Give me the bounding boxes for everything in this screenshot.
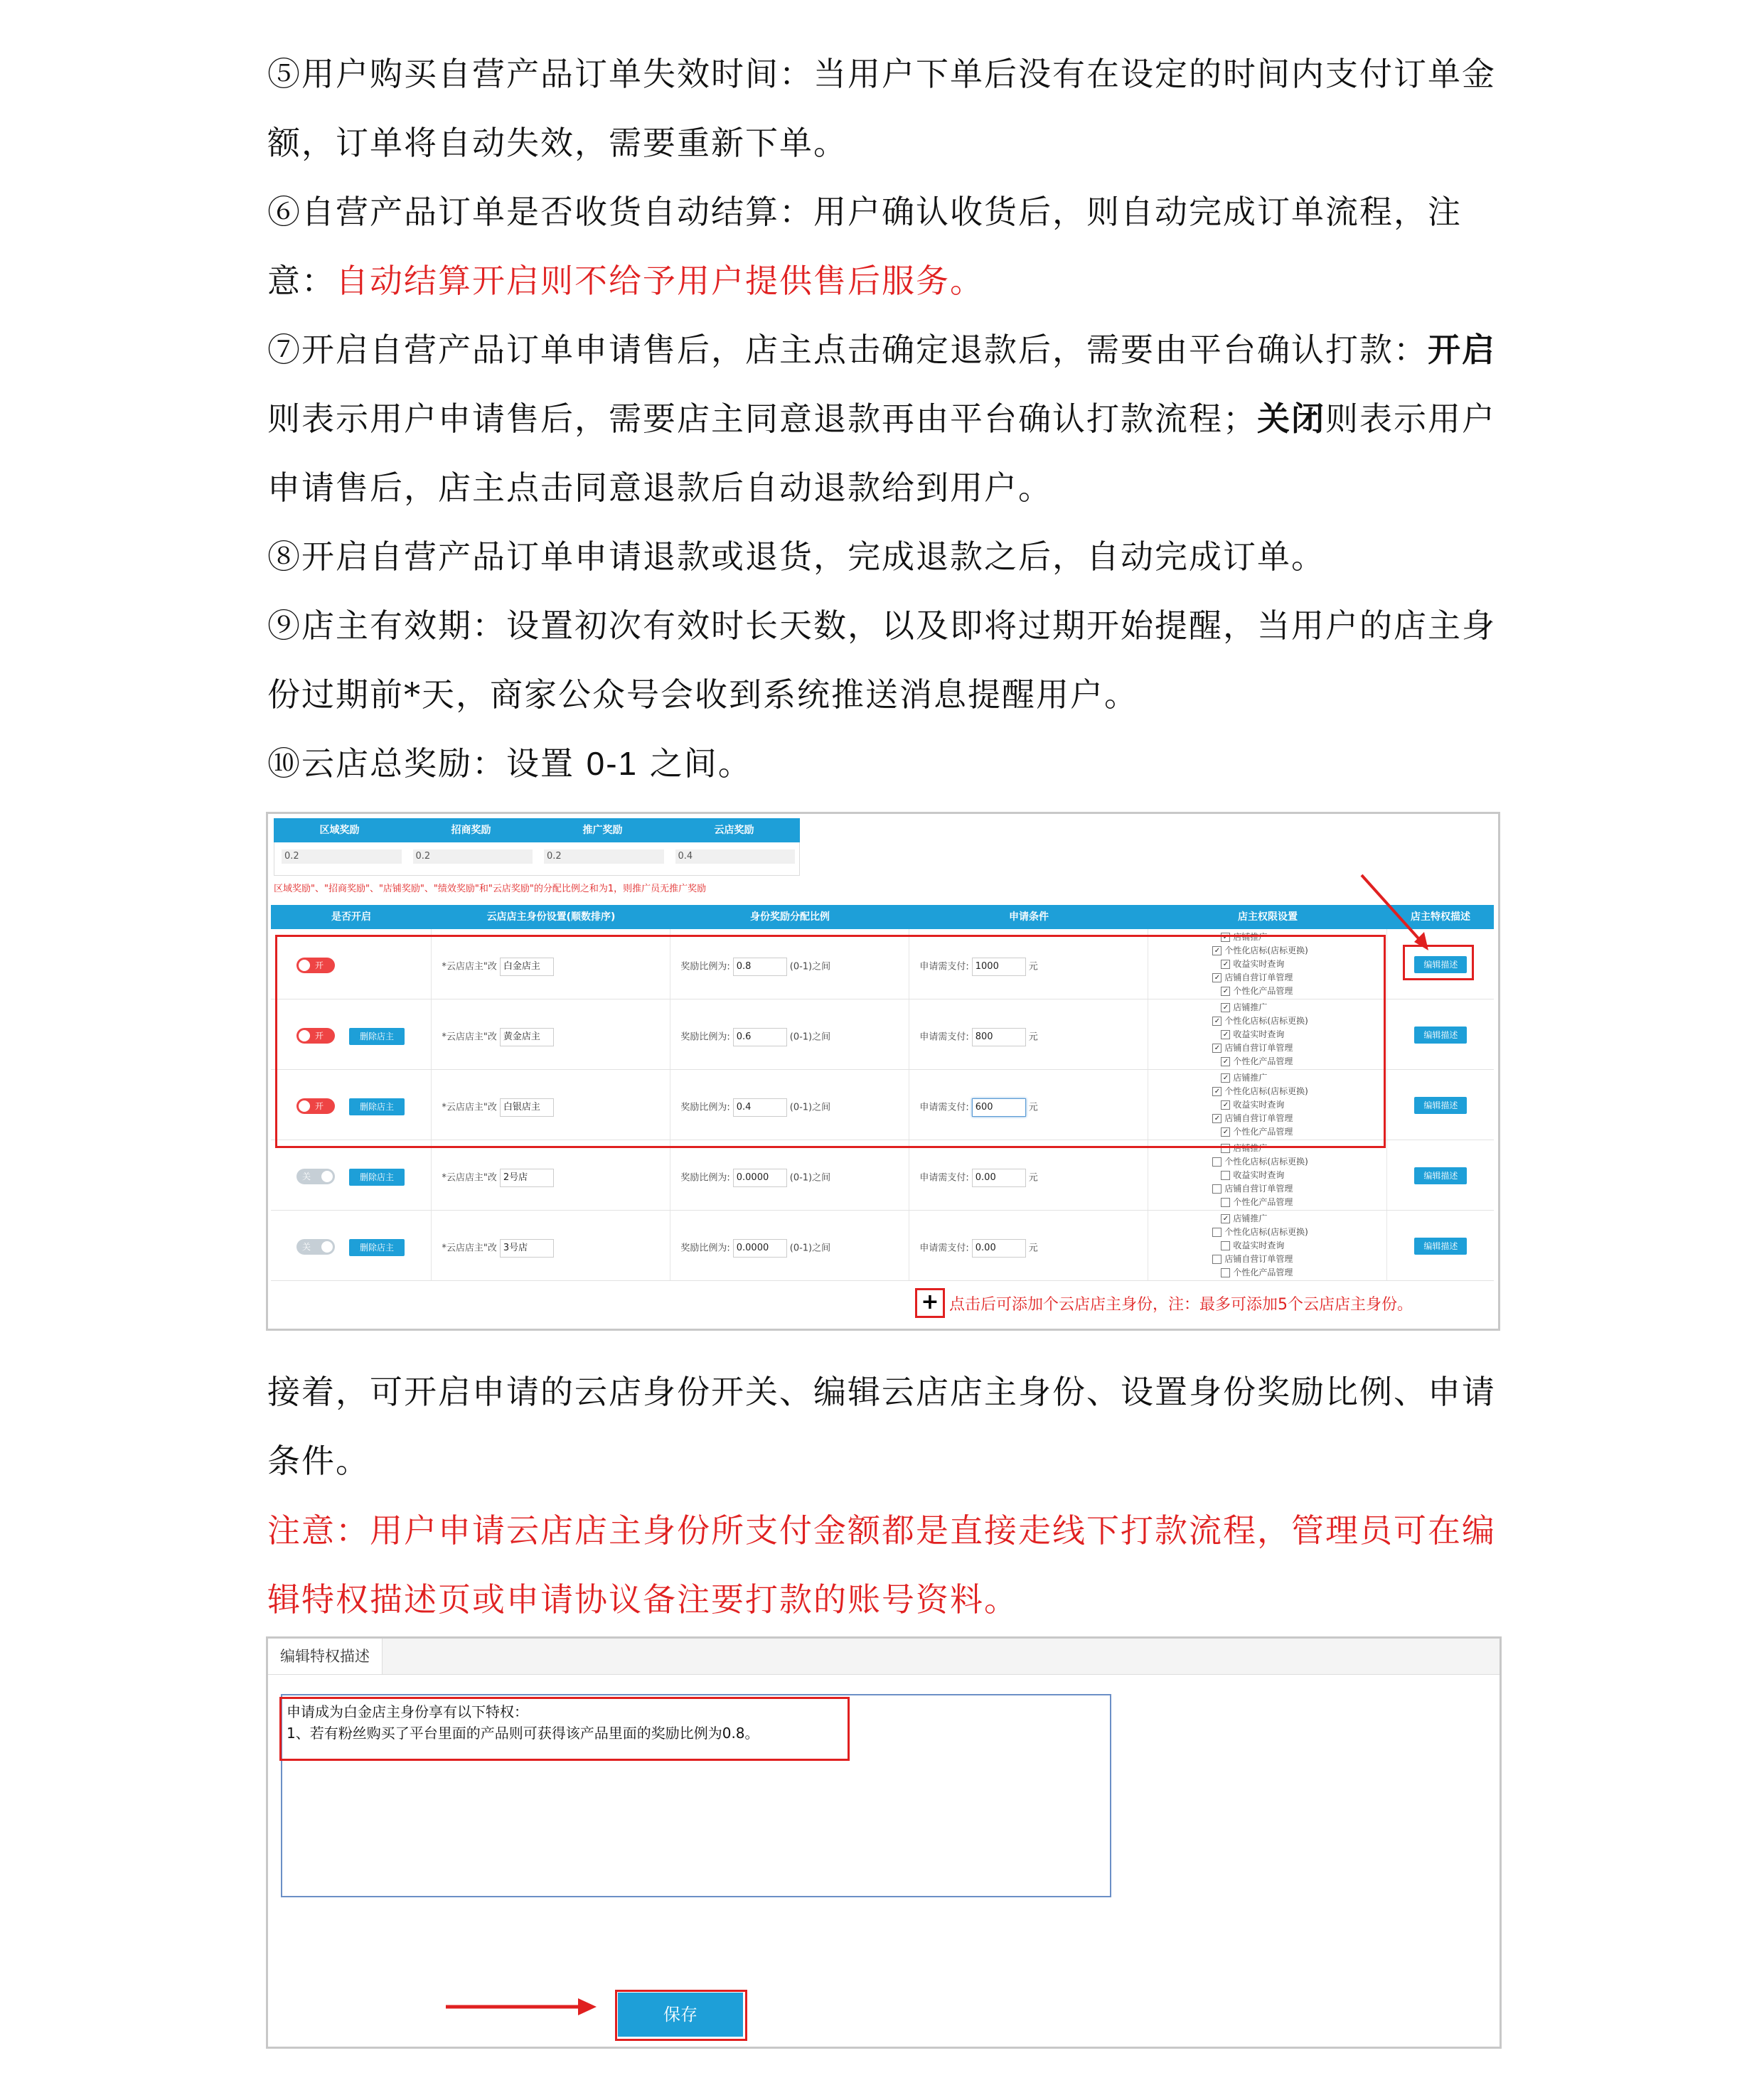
para-aftersale-open: 开启 <box>1428 331 1496 369</box>
perm-item[interactable] <box>1212 1226 1308 1239</box>
para-total-reward-b: 之间。 <box>638 744 752 783</box>
checkbox[interactable]: ✓ <box>1221 1057 1230 1066</box>
arrow-icon <box>1356 871 1434 956</box>
name-label: *云店店主"改 <box>442 1172 497 1184</box>
para-aftersale-close-desc: 则表示用户申请售后，店主点击同意退款后自动退款给到用户。 <box>267 400 1496 507</box>
para-auto-settle <box>267 178 1504 316</box>
para-validity: ⑨店主有效期：设置初次有效时长天数，以及即将过期开始提醒，当用户的店主身份过期前*天，商家公众号会收到系统推送消息提醒用户。 <box>267 606 1496 714</box>
perm-label: 店铺推广 <box>1233 1002 1268 1012</box>
level-row <box>271 1140 1494 1211</box>
pay-input[interactable]: 600 <box>972 1098 1026 1117</box>
cell-ratio <box>670 1140 909 1210</box>
perm-label: 收益实时查询 <box>1233 959 1285 969</box>
checkbox[interactable]: ✓ <box>1212 1017 1222 1026</box>
reward-input[interactable]: 0.2 <box>544 849 664 864</box>
cell-name <box>432 1140 670 1210</box>
name-label: *云店店主"改 <box>442 1102 497 1113</box>
perm-item[interactable] <box>1212 1239 1308 1253</box>
ratio-label: 奖励比例为: <box>680 1031 730 1043</box>
perm-label: 个性化店标(店标更换) <box>1224 1227 1308 1237</box>
pay-unit: 元 <box>1028 1102 1038 1113</box>
cell-toggle <box>271 1140 432 1210</box>
level-name-input[interactable]: 3号店 <box>500 1239 554 1258</box>
cell-perms <box>1148 1211 1387 1280</box>
ratio-label: 奖励比例为: <box>680 1243 730 1254</box>
perm-item[interactable] <box>1212 1266 1308 1280</box>
cell-edit <box>1387 1070 1494 1140</box>
para-order-expiry: ⑤用户购买自营产品订单失效时间：当用户下单后没有在设定的时间内支付订单金额，订单将自动失效，需要重新下单。 <box>267 55 1496 162</box>
para-auto-settle-warning: 自动结算开启则不给予用户提供售后服务。 <box>336 262 984 300</box>
perm-label: 个性化店标(店标更换) <box>1224 1086 1308 1096</box>
reward-note: 区域奖励"、"招商奖励"、"店铺奖励"、"绩效奖励"和"云店奖励"的分配比例之和为1，则推广员无推广奖励 <box>274 884 707 894</box>
pay-unit: 元 <box>1028 1031 1038 1043</box>
checkbox[interactable]: ✓ <box>1221 1003 1230 1012</box>
cell-edit <box>1387 999 1494 1069</box>
perm-label: 店铺自营订单管理 <box>1224 1113 1293 1123</box>
pay-unit: 元 <box>1028 1243 1038 1254</box>
para-total-reward-a: ⑩云店总奖励：设置 <box>267 744 587 783</box>
ratio-range: (0-1)之间 <box>789 1031 831 1043</box>
cell-toggle <box>271 1211 432 1280</box>
reward-header: 推广奖励 <box>582 825 623 836</box>
pay-input[interactable]: 800 <box>972 1028 1026 1046</box>
col-header: 店主特权描述 <box>1411 911 1470 923</box>
pay-label: 申请需支付: <box>919 1031 969 1043</box>
checkbox[interactable]: ✓ <box>1212 1044 1222 1053</box>
perm-label: 个性化产品管理 <box>1233 1056 1293 1066</box>
name-label: *云店店主"改 <box>442 1031 497 1043</box>
ratio-range: (0-1)之间 <box>789 961 831 972</box>
checkbox[interactable]: ✓ <box>1212 973 1222 982</box>
ratio-range: (0-1)之间 <box>789 1243 831 1254</box>
level-name-input[interactable]: 2号店 <box>500 1169 554 1187</box>
para-total-reward-range: 0-1 <box>586 745 638 782</box>
name-label: *云店店主"改 <box>442 1243 497 1254</box>
perm-label: 个性化店标(店标更换) <box>1224 1016 1308 1026</box>
checkbox[interactable]: ✓ <box>1212 1087 1222 1096</box>
perm-label: 店铺自营订单管理 <box>1224 1254 1293 1264</box>
cell-edit <box>1387 1211 1494 1280</box>
ratio-range: (0-1)之间 <box>789 1172 831 1184</box>
perm-label: 店铺自营订单管理 <box>1224 1184 1293 1194</box>
col-header: 身份奖励分配比例 <box>750 911 830 923</box>
checkbox[interactable] <box>1212 1255 1222 1264</box>
level-name-input[interactable]: 白金店主 <box>500 958 554 976</box>
highlight-rows <box>275 935 1386 1148</box>
perm-label: 个性化店标(店标更换) <box>1224 945 1308 955</box>
perm-label: 店铺自营订单管理 <box>1224 972 1293 982</box>
edit-description-button[interactable]: 编辑描述 <box>1414 1027 1467 1044</box>
enable-toggle[interactable]: 开 <box>296 1098 335 1114</box>
checkbox[interactable] <box>1221 1241 1230 1250</box>
pay-label: 申请需支付: <box>919 1172 969 1184</box>
perm-label: 收益实时查询 <box>1233 1100 1285 1110</box>
enable-toggle[interactable]: 开 <box>296 958 335 973</box>
add-level[interactable] <box>915 1289 1413 1317</box>
pay-label: 申请需支付: <box>919 961 969 972</box>
para-aftersale <box>267 316 1504 522</box>
edit-description-button[interactable]: 编辑描述 <box>1414 1167 1467 1184</box>
delete-level-button[interactable]: 删除店主 <box>349 1169 405 1186</box>
pay-input[interactable]: 0.00 <box>972 1239 1026 1258</box>
perm-label: 收益实时查询 <box>1233 1170 1285 1180</box>
para-refund: ⑧开启自营产品订单申请退款或退货，完成退款之后，自动完成订单。 <box>267 537 1325 576</box>
ratio-input[interactable]: 0.6 <box>733 1028 787 1046</box>
pay-input[interactable]: 0.00 <box>972 1169 1026 1187</box>
pay-unit: 元 <box>1028 1172 1038 1184</box>
tab-bar <box>268 1639 1500 1675</box>
checkbox[interactable]: ✓ <box>1221 1100 1230 1110</box>
perm-item[interactable] <box>1212 1169 1308 1182</box>
checkbox[interactable] <box>1212 1228 1222 1237</box>
enable-toggle[interactable]: 开 <box>296 1028 335 1044</box>
ratio-label: 奖励比例为: <box>680 1102 730 1113</box>
col-header: 云店店主身份设置(顺数排序) <box>486 911 616 923</box>
delete-level-button[interactable]: 删除店主 <box>349 1028 405 1045</box>
reward-input[interactable]: 0.2 <box>413 849 533 864</box>
perm-item[interactable] <box>1212 1253 1308 1266</box>
para-aftersale-open-desc: 则表示用户申请售后，需要店主同意退款再由平台确认打款流程； <box>267 400 1257 438</box>
highlight-save <box>615 1990 747 2041</box>
para-payment-note: 注意：用户申请云店店主身份所支付金额都是直接走线下打款流程，管理员可在编辑特权描述页或申请协议备注要打款的账号资料。 <box>267 1511 1496 1619</box>
pay-input[interactable]: 1000 <box>972 958 1026 976</box>
reward-header: 招商奖励 <box>451 825 491 836</box>
level-name-input[interactable]: 黄金店主 <box>500 1028 554 1046</box>
perm-label: 店铺推广 <box>1233 932 1268 942</box>
reward-grid <box>274 818 800 894</box>
add-level-tip: 点击后可添加个云店店主身份，注：最多可添加5个云店店主身份。 <box>949 1295 1413 1314</box>
privilege-line: 申请成为白金店主身份享有以下特权： <box>287 1703 528 1720</box>
privilege-editor-screenshot <box>266 1636 1502 2049</box>
level-row <box>271 1211 1494 1281</box>
ratio-input[interactable]: 0.8 <box>733 958 787 976</box>
plus-icon[interactable]: + <box>915 1288 945 1318</box>
checkbox[interactable] <box>1221 1171 1230 1180</box>
checkbox[interactable]: ✓ <box>1221 960 1230 969</box>
para-total-reward <box>267 729 1504 798</box>
checkbox[interactable] <box>1212 1184 1222 1194</box>
perm-label: 个性化产品管理 <box>1233 1267 1293 1277</box>
perm-label: 收益实时查询 <box>1233 1029 1285 1039</box>
perm-label: 个性化店标(店标更换) <box>1224 1157 1308 1167</box>
checkbox[interactable]: ✓ <box>1221 1030 1230 1039</box>
ratio-input[interactable]: 0.0000 <box>733 1239 787 1258</box>
col-header: 是否开启 <box>331 911 371 923</box>
edit-description-button[interactable]: 编辑描述 <box>1414 1097 1467 1114</box>
name-label: *云店店主"改 <box>442 961 497 972</box>
checkbox[interactable]: ✓ <box>1221 933 1230 942</box>
perm-label: 店铺推广 <box>1233 1143 1268 1153</box>
col-header: 申请条件 <box>1009 911 1049 923</box>
cell-ratio <box>670 1211 909 1280</box>
delete-level-button[interactable]: 删除店主 <box>349 1098 405 1115</box>
ratio-label: 奖励比例为: <box>680 961 730 972</box>
privilege-line: 1、若有粉丝购买了平台里面的产品则可获得该产品里面的奖励比例为0.8。 <box>287 1725 759 1742</box>
highlight-text <box>279 1697 850 1761</box>
perm-label: 店铺推广 <box>1233 1213 1268 1223</box>
checkbox[interactable]: ✓ <box>1221 1214 1230 1223</box>
perm-label: 收益实时查询 <box>1233 1240 1285 1250</box>
delete-level-button[interactable]: 删除店主 <box>349 1239 405 1256</box>
reward-header: 云店奖励 <box>714 825 754 836</box>
edit-description-button[interactable]: 编辑描述 <box>1414 956 1467 973</box>
perm-item[interactable] <box>1212 1155 1308 1169</box>
pay-label: 申请需支付: <box>919 1102 969 1113</box>
para-aftersale-close: 关闭 <box>1257 400 1325 438</box>
checkbox[interactable]: ✓ <box>1221 1073 1230 1083</box>
perm-item[interactable] <box>1212 1212 1308 1226</box>
pay-label: 申请需支付: <box>919 1243 969 1254</box>
enable-toggle[interactable]: 关 <box>296 1169 335 1184</box>
checkbox[interactable]: ✓ <box>1221 987 1230 996</box>
col-header: 店主权限设置 <box>1238 911 1298 923</box>
para-next-steps: 接着，可开启申请的云店身份开关、编辑云店店主身份、设置身份奖励比例、申请条件。 <box>267 1373 1496 1480</box>
save-button[interactable]: 保存 <box>618 1993 743 2037</box>
reward-input[interactable]: 0.2 <box>282 849 402 864</box>
checkbox[interactable] <box>1212 1157 1222 1167</box>
ratio-input[interactable]: 0.4 <box>733 1098 787 1117</box>
cell-condition <box>909 1211 1148 1280</box>
perm-label: 个性化产品管理 <box>1233 986 1293 996</box>
perm-label: 个性化产品管理 <box>1233 1127 1293 1137</box>
ratio-input[interactable]: 0.0000 <box>733 1169 787 1187</box>
para-aftersale-intro: ⑦开启自营产品订单申请售后，店主点击确定退款后，需要由平台确认打款： <box>267 331 1428 369</box>
perm-label: 店铺推广 <box>1233 1073 1268 1083</box>
tab-edit-privilege[interactable]: 编辑特权描述 <box>268 1639 383 1674</box>
arrow-icon <box>446 1993 602 2021</box>
cell-perms <box>1148 1140 1387 1210</box>
pay-unit: 元 <box>1028 961 1038 972</box>
ratio-label: 奖励比例为: <box>680 1172 730 1184</box>
checkbox[interactable]: ✓ <box>1221 1127 1230 1137</box>
checkbox[interactable]: ✓ <box>1212 1114 1222 1123</box>
ratio-range: (0-1)之间 <box>789 1102 831 1113</box>
level-name-input[interactable]: 白银店主 <box>500 1098 554 1117</box>
perm-label: 店铺自营订单管理 <box>1224 1043 1293 1053</box>
reward-input[interactable]: 0.4 <box>675 849 796 864</box>
perm-item[interactable] <box>1212 1196 1308 1209</box>
para-auto-settle-text: ⑥自营产品订单是否收货自动结算：用户确认收货后，则自动完成订单流程，注意： <box>267 193 1462 300</box>
cell-condition <box>909 1140 1148 1210</box>
cell-edit <box>1387 1140 1494 1210</box>
checkbox[interactable]: ✓ <box>1212 946 1222 955</box>
cloud-store-settings-screenshot <box>266 812 1500 1331</box>
perm-item[interactable] <box>1212 1182 1308 1196</box>
enable-toggle[interactable]: 关 <box>296 1239 335 1255</box>
checkbox[interactable] <box>1221 1268 1230 1277</box>
checkbox[interactable] <box>1221 1198 1230 1207</box>
perm-label: 个性化产品管理 <box>1233 1197 1293 1207</box>
edit-description-button[interactable]: 编辑描述 <box>1414 1238 1467 1255</box>
cell-name <box>432 1211 670 1280</box>
reward-header: 区域奖励 <box>319 825 360 836</box>
